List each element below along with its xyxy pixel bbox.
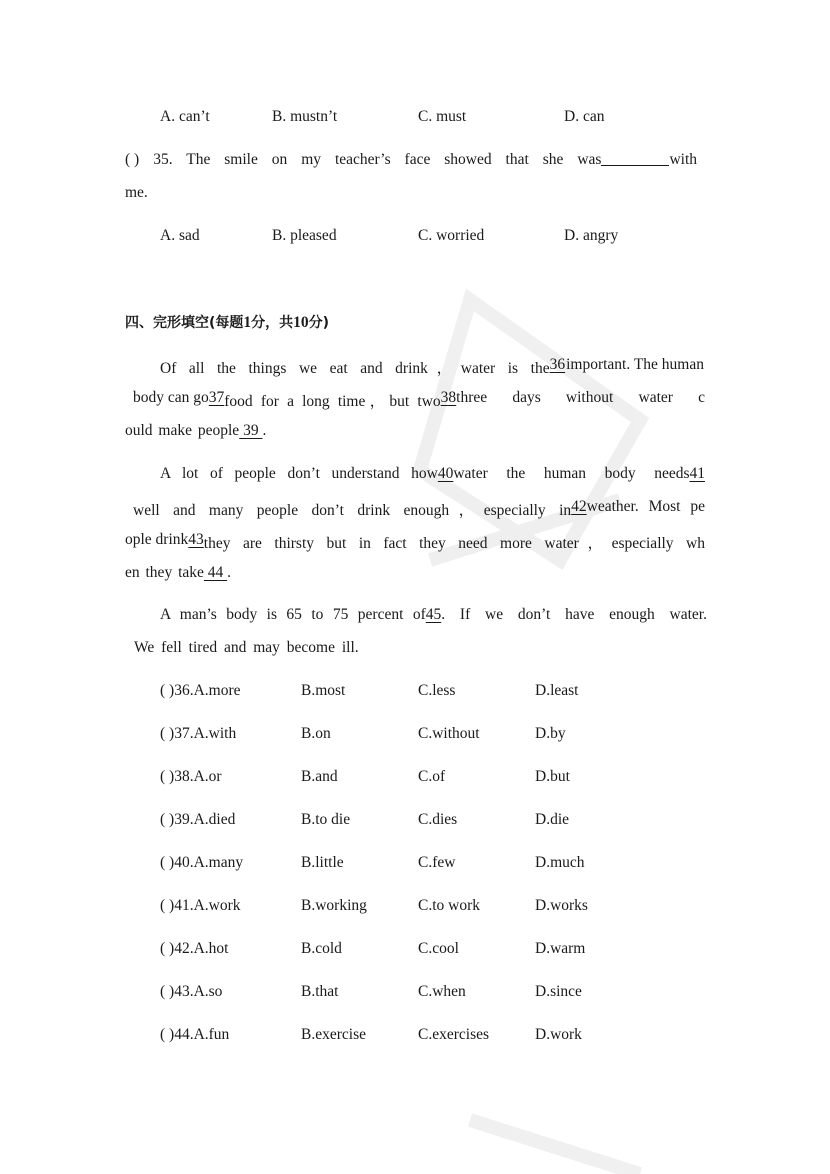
passage-p3-line2: We fell tired and may become ill. bbox=[134, 639, 359, 656]
q35-stem-end: me. bbox=[125, 184, 148, 201]
cloze-q39-d: D.die bbox=[535, 811, 570, 828]
q35-stem-after: with bbox=[669, 151, 697, 168]
q34-option-c: C. must bbox=[418, 108, 467, 125]
passage-p2-line4: en they take 44 . bbox=[125, 564, 232, 581]
blank-39: 39 bbox=[239, 422, 263, 439]
passage-p1-line1: Of all the things we eat and drink，water is the 36 important. The human bbox=[160, 356, 704, 377]
cloze-q37-c: C.without bbox=[418, 725, 480, 742]
blank-41: 41 bbox=[689, 465, 705, 482]
cloze-q38-c: C.of bbox=[418, 768, 446, 785]
q35-option-c: C. worried bbox=[418, 227, 485, 244]
cloze-q43-c: C.when bbox=[418, 983, 466, 1000]
cloze-q37-a: ( )37.A.with bbox=[160, 725, 237, 742]
blank-40: 40 bbox=[437, 465, 454, 482]
q35-answer-paren: ( ) bbox=[125, 151, 140, 168]
cloze-q40-b: B.little bbox=[301, 854, 344, 871]
q35-option-d: D. angry bbox=[564, 227, 619, 244]
q35-option-b: B. pleased bbox=[272, 227, 337, 244]
q35-stem-text: 35. The smile on my teacher’s face showed that she was bbox=[153, 151, 602, 168]
q34-option-b: B. mustn’t bbox=[272, 108, 338, 125]
q35-blank bbox=[601, 151, 669, 166]
cloze-q44-c: C.exercises bbox=[418, 1026, 490, 1043]
cloze-q41-d: D.works bbox=[535, 897, 588, 914]
passage-p2-line3: ople drink 43 they are thirsty but in fact they need more water，especially wh bbox=[125, 531, 705, 552]
q34-option-a: A. can’t bbox=[160, 108, 210, 125]
blank-38: 38 bbox=[440, 389, 457, 406]
cloze-q36-a: ( )36.A.more bbox=[160, 682, 241, 699]
cloze-q41-c: C.to work bbox=[418, 897, 480, 914]
cloze-q39-b: B.to die bbox=[301, 811, 351, 828]
passage-p3-line1: A man’s body is 65 to 75 percent of 45 . If we don’t have enough water. bbox=[160, 606, 707, 623]
cloze-q41-a: ( )41.A.work bbox=[160, 897, 241, 914]
q35-option-a: A. sad bbox=[160, 227, 200, 244]
cloze-q37-b: B.on bbox=[301, 725, 331, 742]
blank-44: 44 bbox=[203, 564, 228, 581]
passage-p2-line2: well and many people don’t drink enough，especially in 42 weather. Most pe bbox=[133, 498, 705, 519]
cloze-q38-a: ( )38.A.or bbox=[160, 768, 222, 785]
blank-45: 45 bbox=[425, 606, 442, 623]
cloze-q39-a: ( )39.A.died bbox=[160, 811, 236, 828]
cloze-q44-b: B.exercise bbox=[301, 1026, 366, 1043]
cloze-q36-c: C.less bbox=[418, 682, 456, 699]
cloze-q36-d: D.least bbox=[535, 682, 579, 699]
cloze-q44-a: ( )44.A.fun bbox=[160, 1026, 230, 1043]
passage-p1-line2: body can go 37 food for a long time，but two 38 three days without water c bbox=[133, 389, 705, 410]
blank-42: 42 bbox=[571, 498, 587, 515]
cloze-q42-a: ( )42.A.hot bbox=[160, 940, 229, 957]
blank-37: 37 bbox=[208, 389, 225, 406]
cloze-q42-c: C.cool bbox=[418, 940, 459, 957]
cloze-q42-b: B.cold bbox=[301, 940, 342, 957]
passage-p1-line3: ould make people 39 . bbox=[125, 422, 267, 439]
cloze-q39-c: C.dies bbox=[418, 811, 458, 828]
cloze-q38-b: B.and bbox=[301, 768, 338, 785]
cloze-q42-d: D.warm bbox=[535, 940, 586, 957]
passage-p2-line1: A lot of people don’t understand how 40 water the human body needs 41 bbox=[160, 465, 705, 482]
q34-option-d: D. can bbox=[564, 108, 605, 125]
cloze-q37-d: D.by bbox=[535, 725, 566, 742]
cloze-q38-d: D.but bbox=[535, 768, 570, 785]
section-heading: 四、完形填空(每题1分，共10分) bbox=[125, 314, 330, 331]
blank-36: 36 bbox=[549, 356, 566, 373]
cloze-q40-d: D.much bbox=[535, 854, 585, 871]
cloze-q44-d: D.work bbox=[535, 1026, 582, 1043]
cloze-q43-a: ( )43.A.so bbox=[160, 983, 223, 1000]
q35-stem bbox=[125, 151, 697, 169]
blank-43: 43 bbox=[188, 531, 204, 548]
cloze-q43-b: B.that bbox=[301, 983, 339, 1000]
cloze-q40-c: C.few bbox=[418, 854, 456, 871]
cloze-q36-b: B.most bbox=[301, 682, 346, 699]
cloze-q41-b: B.working bbox=[301, 897, 367, 914]
cloze-q40-a: ( )40.A.many bbox=[160, 854, 244, 871]
cloze-q43-d: D.since bbox=[535, 983, 582, 1000]
